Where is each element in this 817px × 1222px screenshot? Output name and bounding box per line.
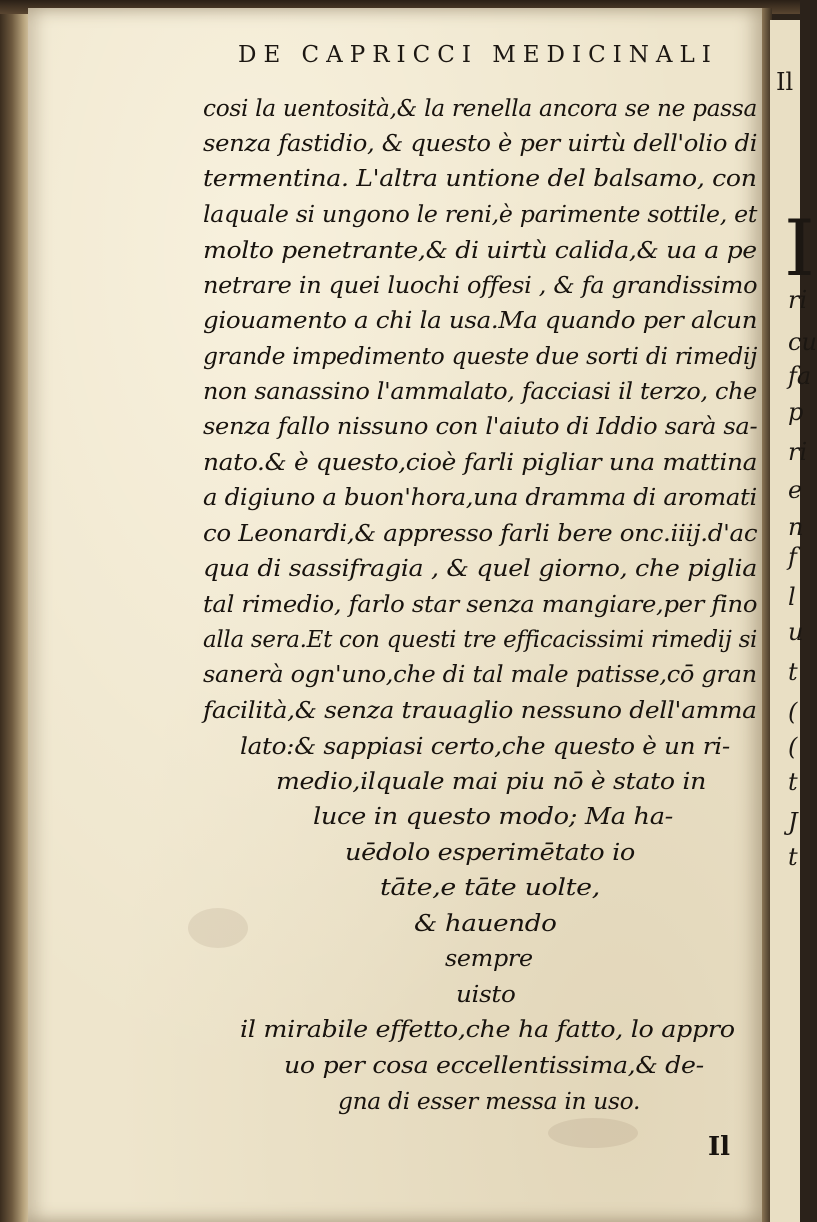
text-line: uēdolo esperimētato io bbox=[345, 840, 635, 866]
text-line: a digiuno a buon'hora,una dramma di aromati bbox=[203, 485, 757, 511]
text-line: giouamento a chi la usa.Ma quando per alcun bbox=[203, 308, 758, 334]
adjacent-page-fragment: Il bbox=[776, 68, 794, 96]
text-line: sempre bbox=[445, 946, 533, 972]
adjacent-page-fragment: ( bbox=[788, 733, 798, 761]
text-line: senza fastidio, & questo è per uirtù dell'olio di bbox=[203, 131, 758, 157]
text-line: nato.& è questo,cioè farli pigliar una mattina bbox=[203, 450, 758, 476]
text-line: grande impedimento queste due sorti di rimedij bbox=[203, 344, 758, 370]
adjacent-page-fragment: I bbox=[784, 204, 815, 294]
text-line: facilità,& senza trauaglio nessuno dell'amma bbox=[203, 698, 757, 724]
text-line: & hauendo bbox=[414, 911, 557, 937]
text-line: gna di esser messa in uso. bbox=[338, 1089, 641, 1115]
adjacent-page-fragment: n bbox=[788, 513, 804, 541]
adjacent-page-fragment: J bbox=[788, 808, 798, 836]
text-line: luce in questo modo; Ma ha- bbox=[313, 804, 674, 830]
text-line: molto penetrante,& di uirtù calida,& ua a pe bbox=[203, 238, 757, 264]
adjacent-page-fragment: ri bbox=[788, 438, 808, 466]
text-line: laquale si ungono le reni,è parimente sottile, et bbox=[203, 202, 758, 228]
text-line: non sanassino l'ammalato, facciasi il terzo, che bbox=[203, 379, 757, 405]
adjacent-page-fragment: f bbox=[788, 543, 797, 571]
text-line: tal rimedio, farlo star senza mangiare,per fino bbox=[203, 592, 758, 618]
adjacent-page-fragment: u bbox=[788, 618, 804, 646]
adjacent-page-fragment: t bbox=[788, 768, 798, 796]
adjacent-page-fragment: fa bbox=[788, 362, 812, 390]
text-line: cosi la uentosità,& la renella ancora se ne passa bbox=[203, 96, 758, 122]
text-line: qua di sassifragia , & quel giorno, che piglia bbox=[203, 556, 758, 582]
text-line: alla sera.Et con questi tre efficacissimi rimedij si bbox=[203, 627, 758, 653]
adjacent-page-fragment: ri bbox=[788, 286, 808, 314]
text-line: lato:& sappiasi certo,che questo è un ri- bbox=[240, 734, 730, 760]
adjacent-page-fragment: ( bbox=[788, 698, 798, 726]
text-line: termentina. L'altra untione del balsamo, con bbox=[203, 166, 757, 192]
text-line: medio,ilquale mai piu nō è stato in bbox=[276, 769, 706, 795]
adjacent-page-fragment: t bbox=[788, 658, 798, 686]
text-line: tāte,e tāte uolte, bbox=[380, 875, 600, 901]
text-line: co Leonardi,& appresso farli bere onc.iiij.d'ac bbox=[203, 521, 758, 547]
text-line: sanerà ogn'uno,che di tal male patisse,cō gran bbox=[203, 662, 757, 688]
catchword: Il bbox=[708, 1132, 731, 1162]
text-line: il mirabile effetto,che ha fatto, lo appro bbox=[240, 1017, 735, 1043]
adjacent-page-fragment: l bbox=[788, 583, 796, 611]
text-line: netrare in quei luochi offesi , & fa grandissimo bbox=[203, 273, 758, 299]
text-line: uo per cosa eccellentissima,& de- bbox=[284, 1053, 704, 1079]
adjacent-page-fragment: t bbox=[788, 843, 798, 871]
running-header: DE CAPRICCI MEDICINALI bbox=[238, 42, 718, 68]
adjacent-page-fragment: cu bbox=[788, 328, 817, 356]
adjacent-page-fragment: p bbox=[788, 398, 804, 426]
text-line: senza fallo nissuno con l'aiuto di Iddio sarà sa- bbox=[203, 414, 758, 440]
text-line: uisto bbox=[456, 982, 516, 1008]
adjacent-page-fragment: e bbox=[788, 476, 803, 504]
